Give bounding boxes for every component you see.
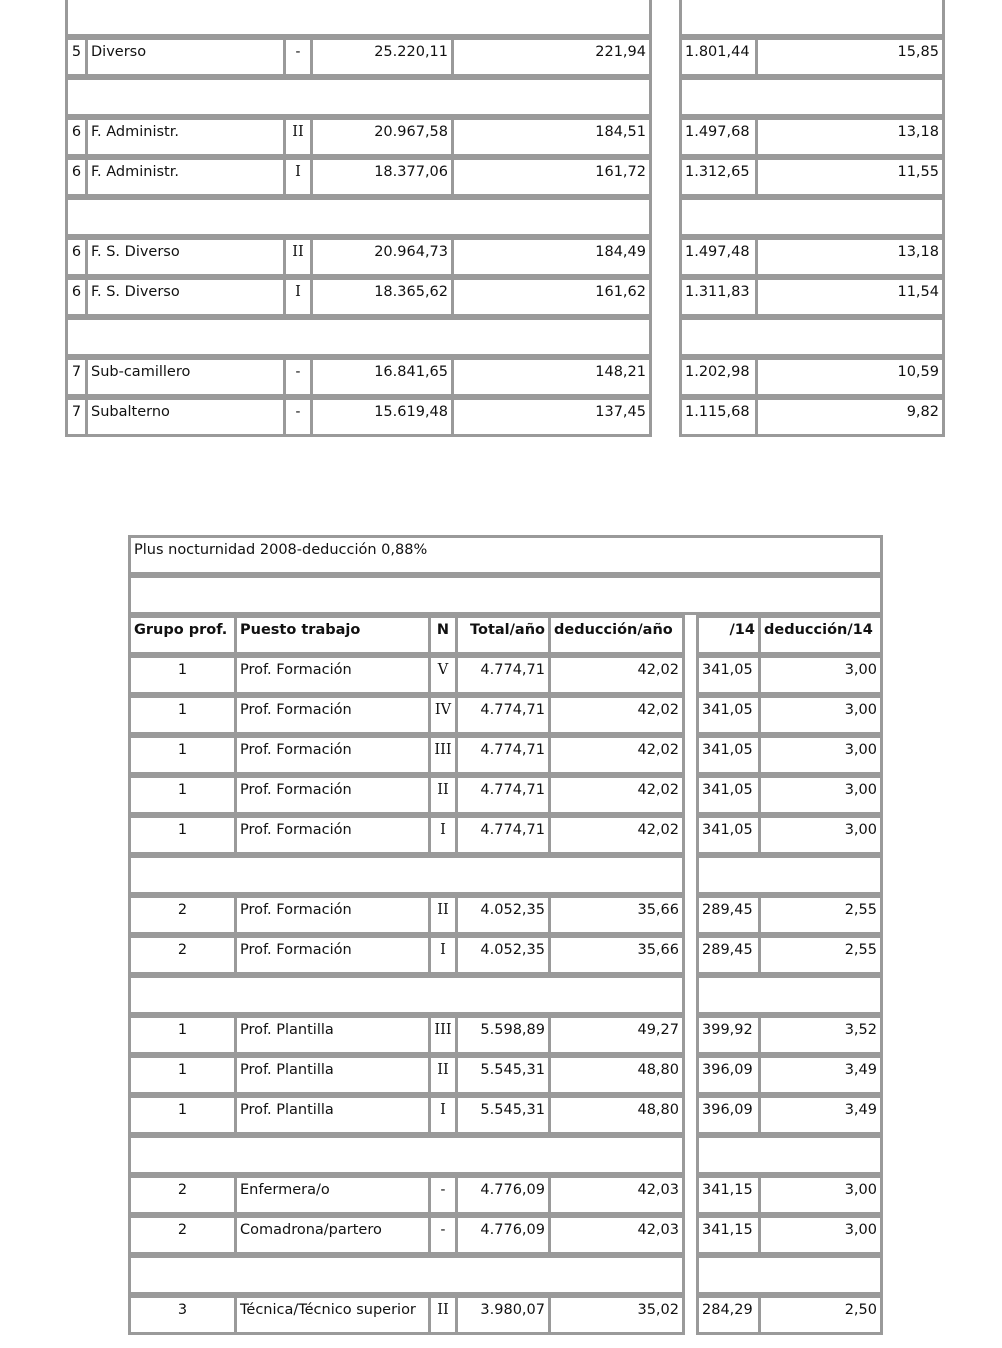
cell-ded14: 3,49 (758, 1055, 883, 1095)
cell-ded14: 13,18 (755, 237, 945, 277)
spacer-cell-right (696, 1135, 883, 1175)
spacer-row (65, 0, 945, 37)
cell-p14: 1.202,98 (679, 357, 758, 397)
table-row (128, 1175, 883, 1215)
cell-p14: 1.115,68 (679, 397, 758, 437)
cell-n: II (283, 117, 313, 157)
cell-deduccion: 48,80 (548, 1055, 685, 1095)
cell-ded14: 3,52 (758, 1015, 883, 1055)
cell-deduccion: 42,03 (548, 1215, 685, 1255)
table-row (128, 1095, 883, 1135)
spacer-cell-right (679, 0, 945, 37)
spacer-cell-left (128, 1135, 685, 1175)
cell-ded14: 3,00 (758, 1175, 883, 1215)
cell-grupo: 2 (128, 935, 237, 975)
cell-total: 20.967,58 (310, 117, 454, 157)
cell-deduccion: 48,80 (548, 1095, 685, 1135)
table-row (65, 157, 945, 197)
cell-puesto: F. Administr. (85, 157, 286, 197)
cell-puesto: Prof. Formación (234, 775, 431, 815)
cell-puesto: Prof. Plantilla (234, 1015, 431, 1055)
cell-deduccion: 184,49 (451, 237, 652, 277)
column-header-grupo: Grupo prof. (128, 615, 237, 655)
cell-total: 25.220,11 (310, 37, 454, 77)
cell-deduccion: 49,27 (548, 1015, 685, 1055)
cell-grupo: 1 (128, 1095, 237, 1135)
table-row (65, 397, 945, 437)
spacer-cell-left (65, 77, 652, 117)
cell-p14: 341,05 (696, 815, 761, 855)
cell-puesto: Prof. Plantilla (234, 1055, 431, 1095)
header-row (128, 615, 883, 655)
cell-ded14: 3,00 (758, 1215, 883, 1255)
cell-p14: 341,15 (696, 1175, 761, 1215)
cell-total: 18.365,62 (310, 277, 454, 317)
spacer-row (128, 975, 883, 1015)
cell-ded14: 3,00 (758, 815, 883, 855)
cell-n: IV (428, 695, 458, 735)
spacer-row (65, 197, 945, 237)
cell-puesto: Prof. Formación (234, 695, 431, 735)
cell-p14: 289,45 (696, 935, 761, 975)
cell-grupo: 2 (128, 1215, 237, 1255)
cell-p14: 396,09 (696, 1055, 761, 1095)
cell-p14: 396,09 (696, 1095, 761, 1135)
cell-ded14: 3,00 (758, 655, 883, 695)
title-row (128, 535, 883, 575)
cell-p14: 1.312,65 (679, 157, 758, 197)
cell-total: 16.841,65 (310, 357, 454, 397)
cell-grupo: 1 (128, 735, 237, 775)
cell-n: - (428, 1175, 458, 1215)
cell-p14: 1.497,68 (679, 117, 758, 157)
cell-ded14: 15,85 (755, 37, 945, 77)
cell-total: 3.980,07 (455, 1295, 551, 1335)
cell-p14: 341,05 (696, 695, 761, 735)
cell-total: 4.774,71 (455, 735, 551, 775)
cell-ded14: 2,55 (758, 935, 883, 975)
cell-grupo: 1 (128, 1015, 237, 1055)
cell-ded14: 3,00 (758, 695, 883, 735)
spacer-row (65, 77, 945, 117)
table-row (128, 775, 883, 815)
cell-deduccion: 42,02 (548, 695, 685, 735)
cell-p14: 341,05 (696, 735, 761, 775)
spacer-cell-right (696, 975, 883, 1015)
cell-total: 18.377,06 (310, 157, 454, 197)
cell-p14: 341,15 (696, 1215, 761, 1255)
cell-grupo: 6 (65, 157, 88, 197)
spacer-cell-right (696, 855, 883, 895)
cell-ded14: 13,18 (755, 117, 945, 157)
cell-total: 4.774,71 (455, 695, 551, 735)
cell-deduccion: 35,02 (548, 1295, 685, 1335)
cell-total: 4.052,35 (455, 895, 551, 935)
spacer-cell-left (65, 0, 652, 37)
cell-n: I (428, 935, 458, 975)
cell-grupo: 7 (65, 357, 88, 397)
table-row (128, 695, 883, 735)
cell-grupo: 5 (65, 37, 88, 77)
cell-n: III (428, 735, 458, 775)
cell-ded14: 3,49 (758, 1095, 883, 1135)
column-header-ded14: deducción/14 (758, 615, 883, 655)
cell-puesto: Subalterno (85, 397, 286, 437)
column-header-total: Total/año (455, 615, 551, 655)
cell-total: 4.774,71 (455, 655, 551, 695)
cell-total: 4.774,71 (455, 815, 551, 855)
spacer-cell-right (696, 1255, 883, 1295)
cell-deduccion: 221,94 (451, 37, 652, 77)
cell-p14: 1.801,44 (679, 37, 758, 77)
table-row (128, 895, 883, 935)
cell-grupo: 2 (128, 895, 237, 935)
table-row (128, 1055, 883, 1095)
cell-puesto: Prof. Formación (234, 895, 431, 935)
cell-total: 15.619,48 (310, 397, 454, 437)
column-header-deduccion: deducción/año (548, 615, 685, 655)
spacer-cell-right (679, 77, 945, 117)
cell-deduccion: 184,51 (451, 117, 652, 157)
cell-n: II (428, 895, 458, 935)
table-row (128, 1015, 883, 1055)
cell-grupo: 1 (128, 815, 237, 855)
cell-ded14: 10,59 (755, 357, 945, 397)
spacer-cell-right (679, 317, 945, 357)
cell-grupo: 6 (65, 277, 88, 317)
spacer-cell (128, 575, 883, 615)
cell-deduccion: 35,66 (548, 935, 685, 975)
table-row (65, 237, 945, 277)
spacer-cell-left (65, 317, 652, 357)
cell-ded14: 2,50 (758, 1295, 883, 1335)
column-header-n: N (428, 615, 458, 655)
cell-n: I (428, 1095, 458, 1135)
table-row (65, 357, 945, 397)
cell-n: I (283, 277, 313, 317)
column-header-puesto: Puesto trabajo (234, 615, 431, 655)
cell-puesto: F. Administr. (85, 117, 286, 157)
cell-ded14: 9,82 (755, 397, 945, 437)
cell-n: II (428, 775, 458, 815)
cell-puesto: Prof. Formación (234, 935, 431, 975)
cell-total: 5.545,31 (455, 1055, 551, 1095)
cell-n: I (283, 157, 313, 197)
cell-p14: 289,45 (696, 895, 761, 935)
cell-p14: 284,29 (696, 1295, 761, 1335)
spacer-cell-left (128, 1255, 685, 1295)
cell-puesto: F. S. Diverso (85, 277, 286, 317)
cell-p14: 1.311,83 (679, 277, 758, 317)
table-row (65, 277, 945, 317)
cell-p14: 1.497,48 (679, 237, 758, 277)
cell-n: - (283, 357, 313, 397)
cell-deduccion: 42,02 (548, 655, 685, 695)
spacer-row (128, 575, 883, 615)
cell-deduccion: 161,72 (451, 157, 652, 197)
cell-total: 5.545,31 (455, 1095, 551, 1135)
cell-deduccion: 148,21 (451, 357, 652, 397)
cell-total: 4.776,09 (455, 1175, 551, 1215)
spacer-row (128, 1255, 883, 1295)
table-row (128, 815, 883, 855)
table-title: Plus nocturnidad 2008-deducción 0,88% (128, 535, 883, 575)
table-row (65, 117, 945, 157)
cell-grupo: 7 (65, 397, 88, 437)
cell-n: - (428, 1215, 458, 1255)
cell-p14: 399,92 (696, 1015, 761, 1055)
cell-deduccion: 42,02 (548, 815, 685, 855)
cell-puesto: Prof. Formación (234, 655, 431, 695)
spacer-cell-left (65, 197, 652, 237)
cell-deduccion: 137,45 (451, 397, 652, 437)
spacer-cell-left (128, 975, 685, 1015)
column-header-p14: /14 (696, 615, 761, 655)
table-row (128, 1215, 883, 1255)
cell-total: 5.598,89 (455, 1015, 551, 1055)
cell-puesto: Técnica/Técnico superior (234, 1295, 431, 1335)
cell-n: - (283, 397, 313, 437)
cell-puesto: Prof. Formación (234, 815, 431, 855)
spacer-row (65, 317, 945, 357)
cell-deduccion: 42,02 (548, 775, 685, 815)
cell-total: 4.052,35 (455, 935, 551, 975)
cell-puesto: Prof. Formación (234, 735, 431, 775)
cell-puesto: F. S. Diverso (85, 237, 286, 277)
cell-puesto: Comadrona/partero (234, 1215, 431, 1255)
cell-n: I (428, 815, 458, 855)
table-row (128, 655, 883, 695)
spacer-row (128, 855, 883, 895)
cell-ded14: 2,55 (758, 895, 883, 935)
cell-deduccion: 42,03 (548, 1175, 685, 1215)
cell-p14: 341,05 (696, 775, 761, 815)
cell-grupo: 3 (128, 1295, 237, 1335)
cell-puesto: Enfermera/o (234, 1175, 431, 1215)
cell-grupo: 1 (128, 775, 237, 815)
cell-grupo: 2 (128, 1175, 237, 1215)
cell-n: II (283, 237, 313, 277)
cell-total: 4.774,71 (455, 775, 551, 815)
cell-grupo: 6 (65, 237, 88, 277)
cell-total: 20.964,73 (310, 237, 454, 277)
cell-deduccion: 161,62 (451, 277, 652, 317)
cell-deduccion: 42,02 (548, 735, 685, 775)
cell-n: II (428, 1295, 458, 1335)
cell-n: V (428, 655, 458, 695)
cell-n: - (283, 37, 313, 77)
table-row (128, 735, 883, 775)
table-row (128, 1295, 883, 1335)
spacer-cell-left (128, 855, 685, 895)
cell-grupo: 1 (128, 695, 237, 735)
table-row (65, 37, 945, 77)
cell-deduccion: 35,66 (548, 895, 685, 935)
cell-p14: 341,05 (696, 655, 761, 695)
spacer-row (128, 1135, 883, 1175)
cell-puesto: Sub-camillero (85, 357, 286, 397)
cell-ded14: 11,54 (755, 277, 945, 317)
cell-n: II (428, 1055, 458, 1095)
cell-grupo: 1 (128, 1055, 237, 1095)
cell-ded14: 3,00 (758, 735, 883, 775)
cell-ded14: 11,55 (755, 157, 945, 197)
spacer-cell-right (679, 197, 945, 237)
cell-grupo: 1 (128, 655, 237, 695)
cell-ded14: 3,00 (758, 775, 883, 815)
cell-puesto: Diverso (85, 37, 286, 77)
cell-grupo: 6 (65, 117, 88, 157)
cell-total: 4.776,09 (455, 1215, 551, 1255)
table-row (128, 935, 883, 975)
cell-n: III (428, 1015, 458, 1055)
cell-puesto: Prof. Plantilla (234, 1095, 431, 1135)
